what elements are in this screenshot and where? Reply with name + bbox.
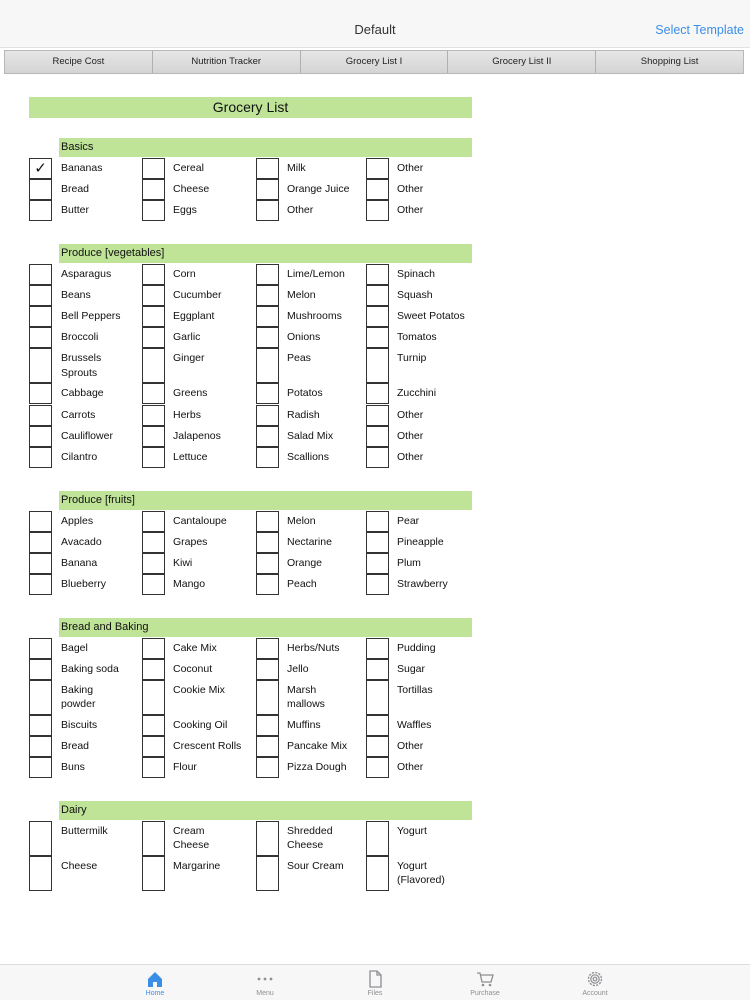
checkbox[interactable] (29, 200, 52, 221)
checkbox[interactable] (366, 264, 389, 285)
checkbox[interactable] (29, 659, 52, 680)
grocery-item-label: Buns (61, 761, 85, 774)
checkbox[interactable] (142, 327, 165, 348)
checkbox[interactable] (142, 426, 165, 447)
checkbox[interactable] (366, 405, 389, 426)
bottom-tab-menu[interactable] (235, 965, 295, 1000)
checkbox[interactable] (366, 285, 389, 306)
checkbox[interactable] (29, 856, 52, 891)
checkbox[interactable] (29, 426, 52, 447)
grocery-item-label: Bread (61, 182, 90, 195)
grocery-item-label: Other (397, 182, 424, 195)
grocery-item-label: Herbs/Nuts (287, 641, 340, 654)
grocery-item-label: Muffins (287, 718, 321, 731)
grocery-item-label: Melon (287, 288, 316, 301)
grocery-item-label: Peach (287, 578, 317, 591)
grocery-item-label: Other (397, 408, 424, 421)
checkbox[interactable] (29, 348, 52, 383)
checkbox[interactable] (256, 405, 279, 426)
checkbox[interactable] (29, 327, 52, 348)
grocery-item-label: Waffles (397, 718, 432, 731)
grocery-item-label: Other (397, 450, 424, 463)
gear-icon (585, 969, 605, 989)
checkbox[interactable] (142, 348, 165, 383)
grocery-item-label: Biscuits (61, 718, 98, 731)
section-header: Produce [vegetables] (59, 244, 472, 263)
checkbox[interactable] (29, 405, 52, 426)
checkbox[interactable] (142, 285, 165, 306)
grocery-item-label: Corn (173, 267, 196, 280)
checkbox[interactable] (256, 757, 279, 778)
checkbox[interactable] (142, 405, 165, 426)
checkbox[interactable] (366, 757, 389, 778)
grocery-item-label: Other (397, 761, 424, 774)
grocery-item-label: Plum (397, 556, 421, 569)
checkbox[interactable] (366, 447, 389, 468)
grocery-item-label: Sugar (397, 662, 426, 675)
checkbox[interactable] (366, 158, 389, 179)
grocery-item-label: Yogurt (397, 824, 427, 837)
checkbox[interactable] (142, 680, 165, 715)
grocery-item-label: Bell Peppers (61, 309, 121, 322)
checkbox[interactable] (142, 383, 165, 404)
section-header: Basics (59, 138, 472, 157)
sheet-title: Grocery List (29, 97, 472, 118)
grocery-item-label: Flour (173, 761, 197, 774)
checkbox[interactable] (366, 821, 389, 856)
grocery-item-label: Tomatos (397, 331, 437, 344)
grocery-item-label: Avacado (61, 535, 102, 548)
grocery-item-label: Radish (287, 408, 320, 421)
checkbox[interactable] (256, 447, 279, 468)
checkmark-icon: ✓ (34, 159, 47, 177)
grocery-item-label: Coconut (173, 662, 213, 675)
grocery-item-label: Kiwi (173, 556, 193, 569)
grocery-item-label: Pear (397, 514, 420, 527)
bottom-tab-bar (0, 964, 750, 1000)
section-header: Bread and Baking (59, 618, 472, 637)
checkbox[interactable] (29, 715, 52, 736)
tab-shopping-list[interactable]: Shopping List (596, 51, 743, 73)
checkbox[interactable] (256, 158, 279, 179)
checkbox[interactable] (366, 426, 389, 447)
grocery-item-label: Brussels Sprouts (61, 352, 102, 379)
checkbox[interactable] (29, 264, 52, 285)
checkbox[interactable] (142, 856, 165, 891)
grocery-item-label: Melon (287, 514, 316, 527)
checkbox[interactable] (256, 285, 279, 306)
checkbox[interactable] (256, 715, 279, 736)
checkbox[interactable] (29, 285, 52, 306)
checkbox[interactable] (256, 383, 279, 404)
tab-grocery-list-2[interactable]: Grocery List II (448, 51, 596, 73)
grocery-item-label: Cucumber (173, 288, 222, 301)
checkbox[interactable] (142, 659, 165, 680)
checkbox[interactable] (366, 553, 389, 574)
checkbox[interactable] (142, 821, 165, 856)
checkbox[interactable] (366, 200, 389, 221)
tab-nutrition-tracker[interactable]: Nutrition Tracker (153, 51, 301, 73)
navigation-bar (0, 0, 750, 48)
template-tabs (4, 50, 744, 74)
checkbox[interactable] (29, 511, 52, 532)
grocery-item-label: Margarine (173, 859, 221, 872)
grocery-item-label: Cake Mix (173, 641, 217, 654)
checkbox[interactable] (366, 736, 389, 757)
checkbox[interactable] (256, 511, 279, 532)
checkbox[interactable] (142, 179, 165, 200)
checkbox[interactable] (29, 680, 52, 715)
bottom-tab-label: Account (582, 990, 608, 997)
cart-icon (475, 969, 495, 989)
checkbox[interactable] (366, 306, 389, 327)
grocery-item-label: Squash (397, 288, 433, 301)
checkbox[interactable] (256, 821, 279, 856)
grocery-item-label: Baking powder (61, 683, 96, 711)
checkbox[interactable] (142, 264, 165, 285)
checkbox[interactable] (256, 574, 279, 595)
grocery-item-label: Other (397, 161, 424, 174)
grocery-item-label: Orange (287, 556, 323, 569)
checkbox[interactable] (29, 736, 52, 757)
more-icon (255, 969, 275, 989)
grocery-item-label: Cooking Oil (173, 718, 228, 731)
grocery-item-label: Greens (173, 387, 208, 400)
grocery-item-label: Mushrooms (287, 309, 342, 322)
checkbox[interactable] (29, 553, 52, 574)
checkbox[interactable] (366, 511, 389, 532)
grocery-item-label: Lime/Lemon (287, 267, 345, 280)
checkbox[interactable] (142, 200, 165, 221)
grocery-item-label: Jalapenos (173, 429, 221, 442)
select-template-button[interactable]: Select Template (655, 23, 744, 37)
grocery-item-label: Grapes (173, 535, 208, 548)
nav-title: Default (354, 22, 396, 37)
grocery-item-label: Nectarine (287, 535, 332, 548)
grocery-item-label: Tortillas (397, 683, 433, 696)
grocery-item-label: Eggs (173, 203, 197, 216)
grocery-item-label: Cauliflower (61, 429, 113, 442)
grocery-item-label: Eggplant (173, 309, 215, 322)
checkbox[interactable] (366, 532, 389, 553)
grocery-item-label: Turnip (397, 352, 427, 365)
checkbox[interactable] (29, 574, 52, 595)
checkbox[interactable] (29, 821, 52, 856)
grocery-item-label: Crescent Rolls (173, 740, 242, 753)
grocery-item-label: Cookie Mix (173, 683, 225, 696)
grocery-item-label: Banana (61, 556, 98, 569)
checkbox[interactable] (142, 757, 165, 778)
checkbox[interactable] (256, 680, 279, 715)
grocery-item-label: Herbs (173, 408, 202, 421)
checkbox[interactable] (366, 680, 389, 715)
checkbox[interactable] (142, 511, 165, 532)
checkbox[interactable] (142, 736, 165, 757)
grocery-item-label: Bread (61, 740, 90, 753)
checkbox[interactable] (366, 659, 389, 680)
checkbox[interactable] (366, 856, 389, 891)
grocery-item-label: Orange Juice (287, 182, 350, 195)
section-header: Dairy (59, 801, 472, 820)
bottom-tab-label: Menu (256, 990, 274, 997)
grocery-item-label: Other (397, 203, 424, 216)
checkbox[interactable] (29, 447, 52, 468)
checkbox[interactable] (256, 306, 279, 327)
checkbox[interactable] (142, 158, 165, 179)
grocery-item-label: Yogurt (Flavored) (397, 859, 445, 886)
grocery-item-label: Salad Mix (287, 429, 334, 442)
grocery-item-label: Potatos (287, 387, 323, 400)
grocery-item-label: Blueberry (61, 578, 106, 591)
checkbox[interactable] (366, 638, 389, 659)
grocery-item-label: Carrots (61, 408, 96, 421)
section-header: Produce [fruits] (59, 491, 472, 510)
grocery-item-label: Cheese (61, 859, 98, 872)
bottom-tab-label: Home (145, 990, 165, 997)
grocery-item-label: Zucchini (397, 387, 437, 400)
grocery-item-label: Asparagus (61, 267, 112, 280)
checkbox[interactable] (29, 757, 52, 778)
grocery-item-label: Bagel (61, 641, 88, 654)
checkbox[interactable] (256, 426, 279, 447)
grocery-item-label: Strawberry (397, 578, 448, 591)
grocery-item-label: Cantaloupe (173, 514, 227, 527)
grocery-item-label: Cream Cheese (173, 824, 210, 851)
grocery-item-label: Other (397, 429, 424, 442)
checkbox[interactable] (366, 715, 389, 736)
bottom-tab-label: Purchase (470, 990, 500, 997)
grocery-item-label: Jello (287, 662, 309, 675)
checkbox[interactable] (142, 715, 165, 736)
file-icon (365, 969, 385, 989)
checkbox[interactable] (142, 532, 165, 553)
grocery-item-label: Pineapple (397, 535, 444, 548)
grocery-item-label: Bananas (61, 161, 103, 174)
grocery-item-label: Mango (173, 578, 206, 591)
checkbox-checked[interactable] (29, 158, 52, 179)
checkbox[interactable] (256, 179, 279, 200)
bottom-tab-label: Files (367, 990, 383, 997)
checkbox[interactable] (256, 348, 279, 383)
checkbox[interactable] (29, 638, 52, 659)
grocery-item-label: Sweet Potatos (397, 309, 465, 322)
checkbox[interactable] (256, 532, 279, 553)
tab-recipe-cost[interactable]: Recipe Cost (5, 51, 153, 73)
checkbox[interactable] (29, 383, 52, 404)
home-icon (145, 969, 165, 989)
checkbox[interactable] (142, 638, 165, 659)
checkbox[interactable] (29, 532, 52, 553)
checkbox[interactable] (29, 179, 52, 200)
grocery-item-label: Onions (287, 331, 321, 344)
grocery-item-label: Cilantro (61, 450, 98, 463)
grocery-item-label: Sour Cream (287, 859, 344, 872)
grocery-item-label: Peas (287, 352, 311, 365)
checkbox[interactable] (256, 856, 279, 891)
checkbox[interactable] (256, 200, 279, 221)
checkbox[interactable] (366, 179, 389, 200)
checkbox[interactable] (366, 327, 389, 348)
checkbox[interactable] (142, 574, 165, 595)
checkbox[interactable] (29, 306, 52, 327)
grocery-item-label: Butter (61, 203, 90, 216)
grocery-item-label: Ginger (173, 352, 205, 365)
bottom-tab-purchase[interactable] (455, 965, 515, 1000)
checkbox[interactable] (256, 264, 279, 285)
tab-grocery-list-1[interactable]: Grocery List I (301, 51, 449, 73)
checkbox[interactable] (256, 638, 279, 659)
grocery-item-label: Lettuce (173, 450, 208, 463)
checkbox[interactable] (366, 574, 389, 595)
checkbox[interactable] (142, 306, 165, 327)
bottom-tab-files[interactable] (345, 965, 405, 1000)
grocery-item-label: Beans (61, 288, 91, 301)
grocery-item-label: Other (287, 203, 314, 216)
checkbox[interactable] (366, 383, 389, 404)
grocery-item-label: Pudding (397, 641, 436, 654)
grocery-item-label: Marsh mallows (287, 683, 325, 711)
grocery-item-label: Cheese (173, 182, 210, 195)
checkbox[interactable] (256, 553, 279, 574)
grocery-item-label: Apples (61, 514, 94, 527)
grocery-item-label: Baking soda (61, 662, 119, 675)
bottom-tab-account[interactable] (565, 965, 625, 1000)
grocery-item-label: Cereal (173, 161, 204, 174)
grocery-item-label: Shredded Cheese (287, 824, 333, 851)
grocery-item-label: Spinach (397, 267, 435, 280)
grocery-item-label: Milk (287, 161, 306, 174)
grocery-item-label: Pancake Mix (287, 740, 348, 753)
checkbox[interactable] (256, 659, 279, 680)
checkbox[interactable] (256, 327, 279, 348)
grocery-item-label: Cabbage (61, 387, 104, 400)
grocery-item-label: Garlic (173, 331, 201, 344)
grocery-item-label: Buttermilk (61, 824, 108, 837)
checkbox[interactable] (256, 736, 279, 757)
checkbox[interactable] (366, 348, 389, 383)
grocery-item-label: Scallions (287, 450, 330, 463)
bottom-tab-home[interactable] (125, 965, 185, 1000)
grocery-item-label: Pizza Dough (287, 761, 347, 774)
checkbox[interactable] (142, 553, 165, 574)
grocery-item-label: Broccoli (61, 331, 99, 344)
checkbox[interactable] (142, 447, 165, 468)
grocery-item-label: Other (397, 740, 424, 753)
